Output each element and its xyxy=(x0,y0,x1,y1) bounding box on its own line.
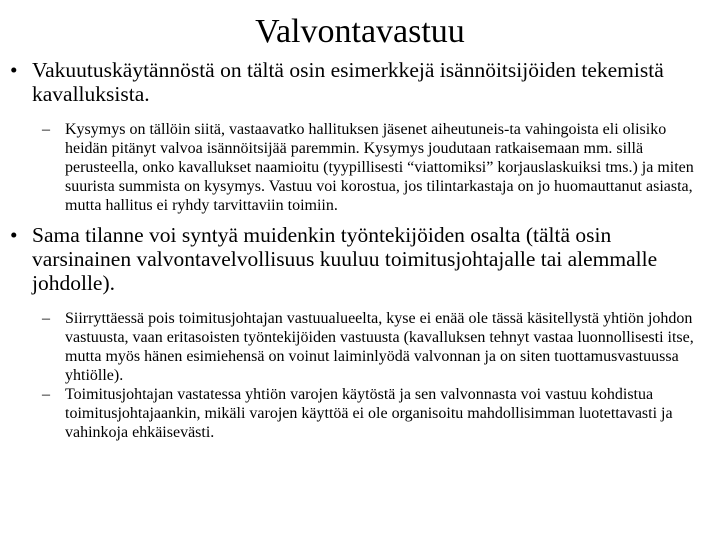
bullet-2 xyxy=(10,223,710,295)
bullet-1-sub-1 xyxy=(10,120,710,215)
bullet-2-sub-1 xyxy=(10,309,710,385)
bullet-2-sub-2-marker: – xyxy=(42,386,50,403)
bullet-2-sub-2 xyxy=(10,385,710,442)
slide-content xyxy=(10,58,710,442)
bullet-1-marker: • xyxy=(10,58,18,82)
bullet-2-sub-2-text: Toimitusjohtajan vastatessa yhtiön varojen käytöstä ja sen valvonnasta voi vastuu kohdistua toimitusjohtajaankin, mikäli varojen käyttöä ei ole organisoitu mahdollisimman luotettavasti ja vahinkoja ehkäisevästi. xyxy=(65,386,673,441)
bullet-1-sub-1-text: Kysymys on tällöin siitä, vastaavatko hallituksen jäsenet aiheutuneis-ta vahingoista eli olisiko heidän pitänyt valvoa isännöitsijää paremmin. Kysymys joudutaan ratkaisemaan mm. sillä perusteella, onko kavallukset naamioitu (tyypillisesti “viattomiksi” korjauslaskuiksi tms.) ja miten suurista summista on kysymys. Vastuu voi korostua, jos tilintarkastaja on jo huomauttanut asiasta, mutta hallitus ei ryhdy tarvittaviin toimiin. xyxy=(65,121,694,214)
bullet-1 xyxy=(10,58,710,106)
bullet-1-text: Vakuutuskäytännöstä on tältä osin esimerkkejä isännöitsijöiden tekemistä kavalluksista. xyxy=(32,58,664,106)
bullet-2-text: Sama tilanne voi syntyä muidenkin työntekijöiden osalta (tältä osin varsinainen valvontavelvollisuus kuuluu toimitusjohtajalle tai alemmalle johdolle). xyxy=(32,223,658,295)
bullet-2-sub-1-marker: – xyxy=(42,310,50,327)
bullet-2-marker: • xyxy=(10,223,18,247)
bullet-1-sub-1-marker: – xyxy=(42,121,50,138)
slide-title: Valvontavastuu xyxy=(255,13,465,50)
bullet-2-sub-1-text: Siirryttäessä pois toimitusjohtajan vastuualueelta, kyse ei enää ole tässä käsitellystä yhtiön johdon vastuusta, vaan eritasoisten työntekijöiden vastuusta (kavalluksen tehnyt vastaa luonnollisesti itse, mutta myös hänen esimiehensä on voinut laiminlyödä valvonnan ja on siten tuottamusvastuussa yhtiölle). xyxy=(65,310,694,384)
